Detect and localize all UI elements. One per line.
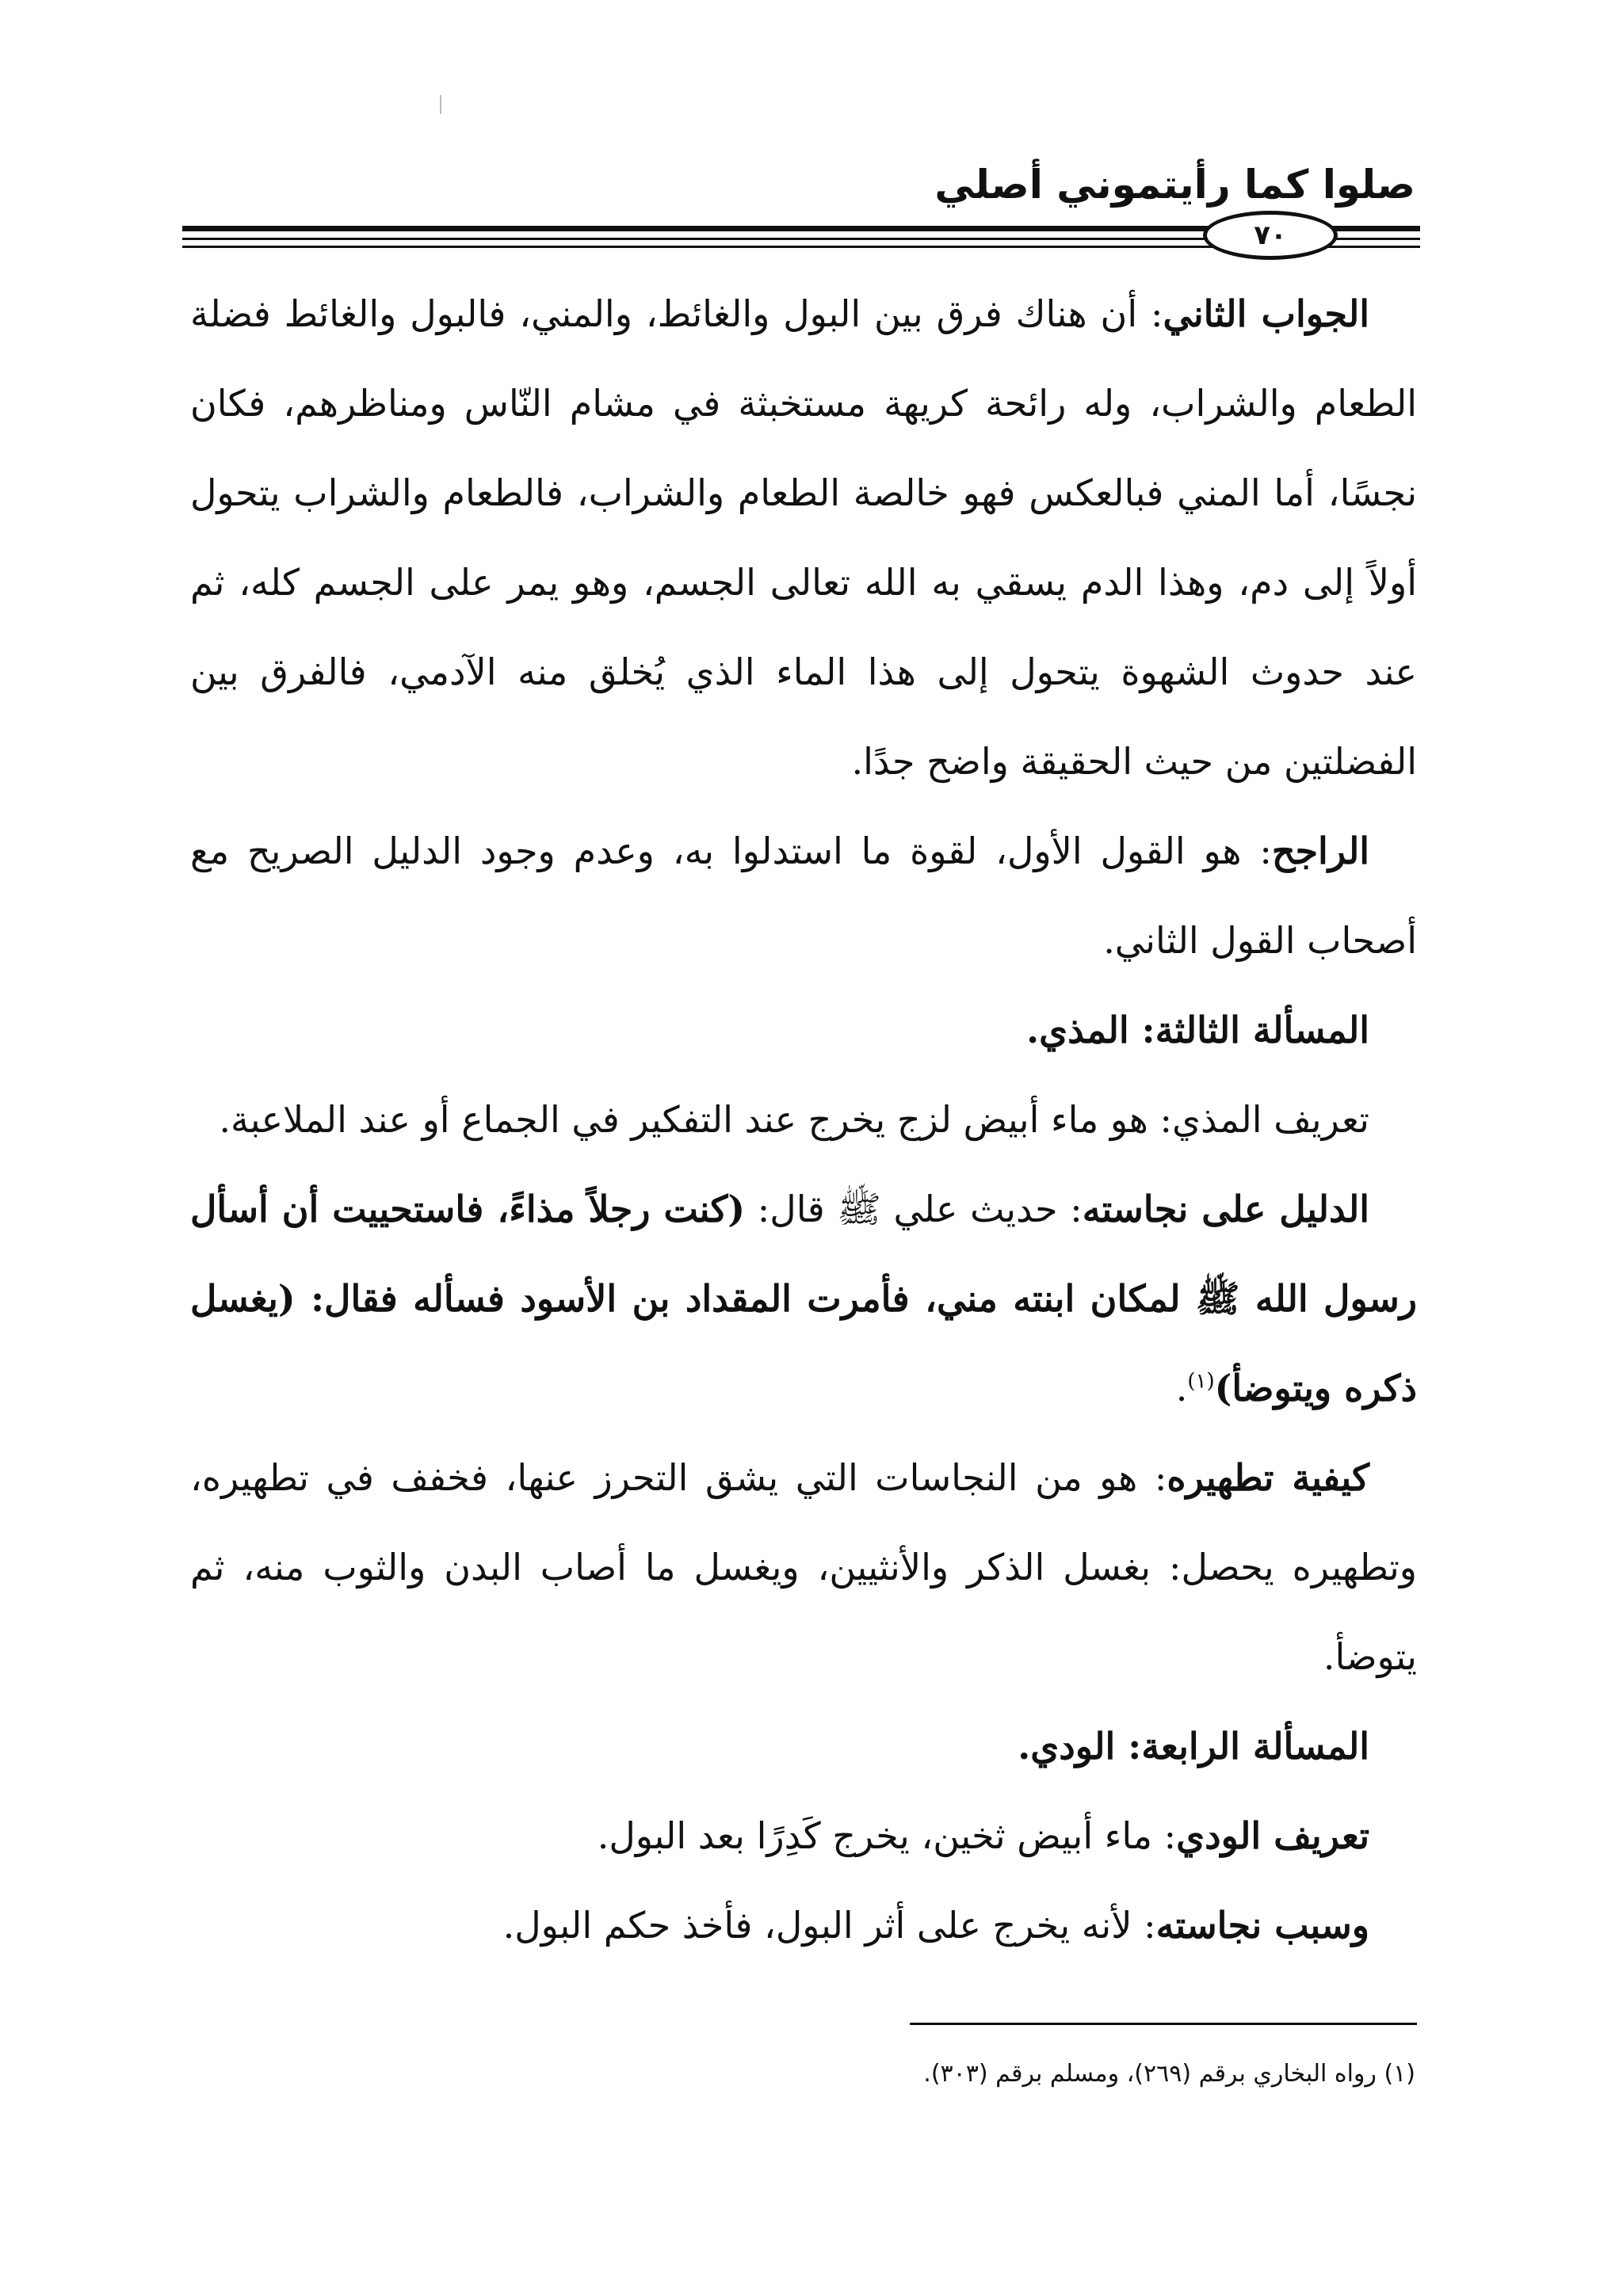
paragraph-label: الدليل على نجاسته: [1082, 1188, 1369, 1230]
paragraph-label: الراجح: [1271, 830, 1369, 872]
paragraph-text: : أن هناك فرق بين البول والغائط، والمني، فالبول والغائط فضلة الطعام والشراب، وله رائحة كريهة مستخبثة في مشام النّاس ومناظرهم، فكان نجسًا، أما المني فبالعكس فهو خالصة الطعام والشراب، فالطعام والشراب يتحول أولاً إلى دم، وهذا الدم يسقي به الله تعالى الجسم، وهو يمر على الجسم كله، ثم عند حدوث الشهوة يتحول إلى هذا الماء الذي يُخلق منه الآدمي، فالفرق بين الفضلتين من حيث الحقيقة واضح جدًا.: [190, 292, 1417, 783]
paragraph-text: : ماء أبيض ثخين، يخرج كَدِرًا بعد البول.: [597, 1814, 1177, 1857]
paragraph-text: : حديث علي ﷺ قال:: [745, 1188, 1083, 1230]
page-number-text: ٧٠: [1254, 219, 1287, 251]
section-heading-madhy: المسألة الثالثة: المذي.: [1026, 1009, 1369, 1051]
footnote: (١) رواه البخاري برقم (٢٦٩)، ومسلم برقم (٣٠٣).: [923, 2060, 1415, 2088]
paragraph-text: : لأنه يخرج على أثر البول، فأخذ حكم البول.: [502, 1904, 1156, 1947]
page-number: [1203, 211, 1338, 260]
paragraph-label: الجواب الثاني: [1163, 292, 1369, 335]
paragraph-text: : هو القول الأول، لقوة ما استدلوا به، وعدم وجود الدليل الصريح مع أصحاب القول الثاني.: [190, 830, 1417, 962]
footnote-reference: (١): [1187, 1369, 1215, 1394]
paragraph-label: تعريف الودي: [1176, 1814, 1369, 1857]
scan-artifact: [440, 95, 441, 114]
hadith-quote: (كنت رجلاً مذاءً، فاستحييت أن أسأل رسول الله ﷺ لمكان ابنته مني، فأمرت المقداد بن الأسود فسأله فقال: (يغسل ذكره ويتوضأ): [190, 1188, 1417, 1409]
paragraph-second-answer: [190, 269, 1417, 807]
paragraph-label: كيفية تطهيره: [1167, 1456, 1369, 1499]
paragraph-madhy-evidence: [190, 1165, 1417, 1433]
paragraph-label: وسبب نجاسته: [1155, 1904, 1369, 1947]
paragraph-end: .: [1175, 1367, 1188, 1409]
paragraph-text: : هو من النجاسات التي يشق التحرز عنها، فخفف في تطهيره، وتطهيره يحصل: بغسل الذكر والأنثيين، ويغسل ما أصاب البدن والثوب منه، ثم يتوضأ.: [190, 1456, 1417, 1678]
running-title: صلوا كما رأيتموني أصلي: [934, 162, 1415, 208]
paragraph-preferred-opinion: [190, 807, 1417, 986]
footnote-separator: [910, 2023, 1417, 2025]
paragraph-wady-impurity-reason: [190, 1881, 1417, 1970]
paragraph-madhy-purification: [190, 1433, 1417, 1702]
paragraph-madhy-definition: تعريف المذي: هو ماء أبيض لزج يخرج عند التفكير في الجماع أو عند الملاعبة.: [219, 1098, 1369, 1141]
paragraph-wady-definition: [190, 1791, 1417, 1881]
body-text: [190, 269, 1417, 1970]
section-heading-wady: المسألة الرابعة: الودي.: [1018, 1725, 1369, 1768]
